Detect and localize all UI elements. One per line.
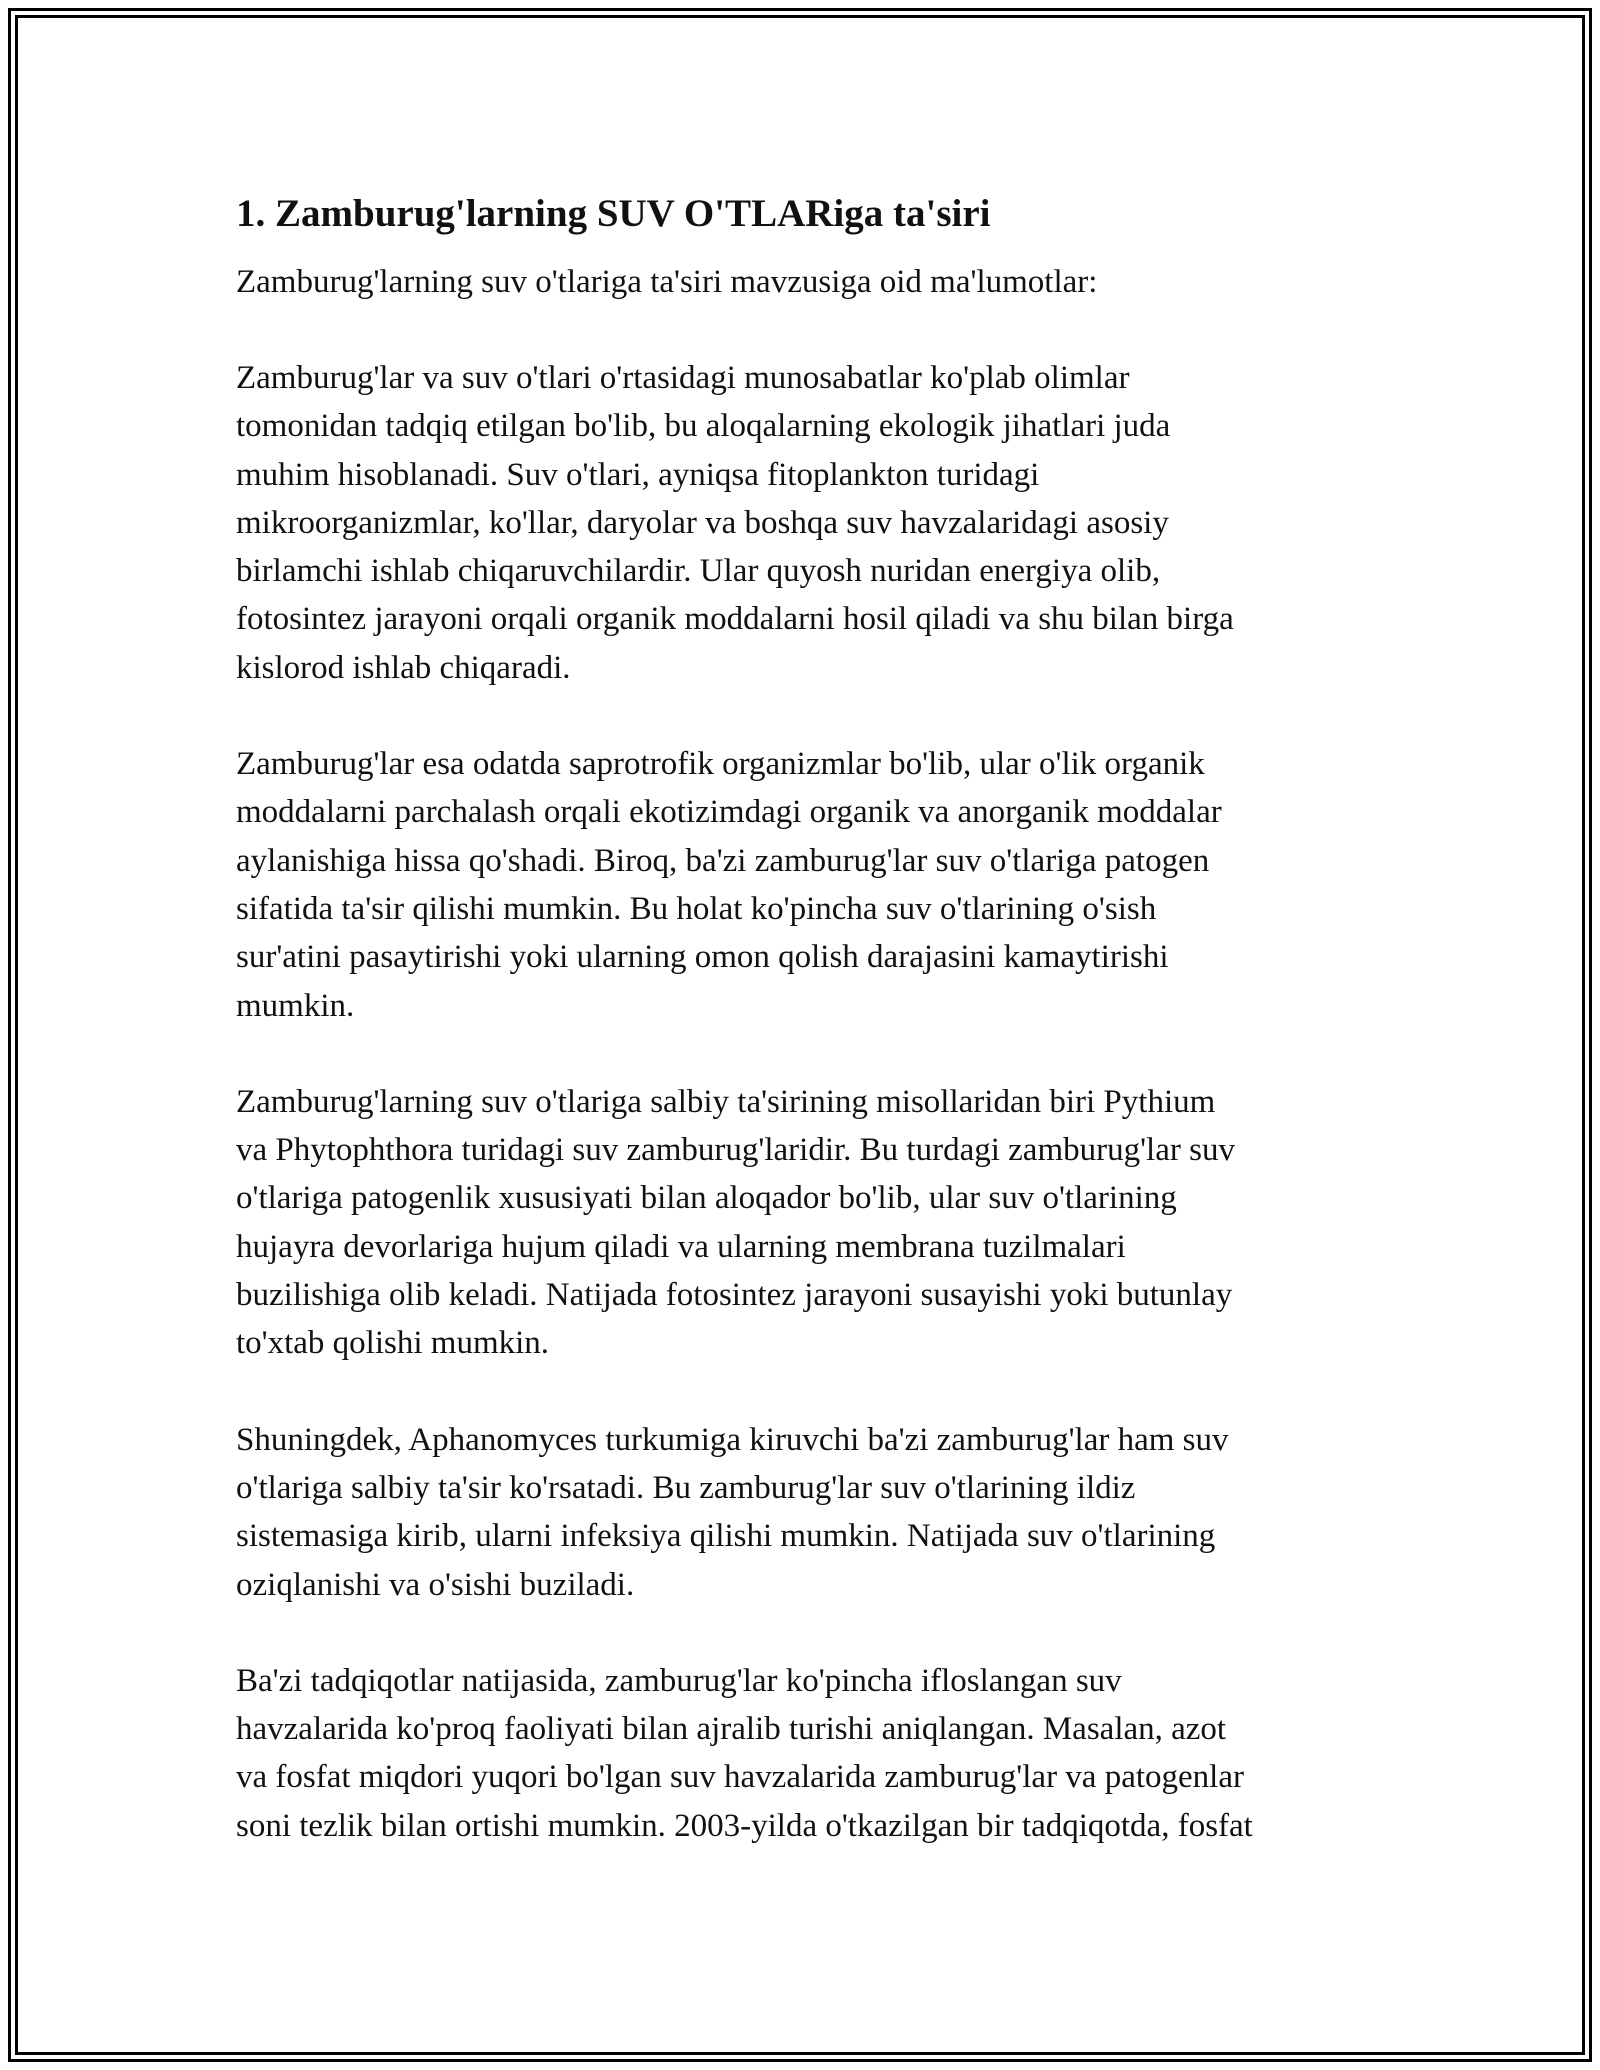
paragraph-line: buzilishiga olib keladi. Natijada fotosintez jarayoni susayishi yoki butunlay [236, 1277, 1233, 1314]
paragraph-line: sur'atini pasaytirishi yoki ularning omon qolish darajasini kamaytirishi [236, 939, 1169, 976]
paragraph-line: fotosintez jarayoni orqali organik moddalarni hosil qiladi va shu bilan birga [236, 601, 1234, 638]
paragraph-line: muhim hisoblanadi. Suv o'tlari, ayniqsa fitoplankton turidagi [236, 456, 1040, 493]
paragraph-1 [236, 354, 1396, 692]
paragraph-line: mikroorganizmlar, ko'llar, daryolar va boshqa suv havzalaridagi asosiy [236, 504, 1169, 541]
paragraph-line: kislorod ishlab chiqaradi. [236, 649, 571, 686]
paragraph-line: va Phytophthora turidagi suv zamburug'laridir. Bu turdagi zamburug'lar suv [236, 1132, 1235, 1169]
paragraph-line: hujayra devorlariga hujum qiladi va ularning membrana tuzilmalari [236, 1228, 1126, 1265]
paragraph-line: tomonidan tadqiq etilgan bo'lib, bu aloqalarning ekologik jihatlari juda [236, 408, 1171, 445]
paragraph-4 [236, 1416, 1396, 1609]
paragraph-line: mumkin. [236, 987, 355, 1024]
paragraph-line: to'xtab qolishi mumkin. [236, 1325, 550, 1362]
paragraph-line: Shuningdek, Aphanomyces turkumiga kiruvchi ba'zi zamburug'lar ham suv [236, 1421, 1229, 1458]
paragraph-3 [236, 1078, 1396, 1368]
paragraph-line: Zamburug'lar va suv o'tlari o'rtasidagi munosabatlar ko'plab olimlar [236, 360, 1130, 396]
intro-text: Zamburug'larning suv o'tlariga ta'siri mavzusiga oid ma'lumotlar: [236, 264, 1098, 300]
paragraph-line: oziqlanishi va o'sishi buziladi. [236, 1566, 635, 1603]
paragraph-2 [236, 740, 1396, 1030]
paragraph-line: birlamchi ishlab chiqaruvchilardir. Ular quyosh nuridan energiya olib, [236, 553, 1161, 590]
paragraph-line: Zamburug'lar esa odatda saprotrofik organizmlar bo'lib, ular o'lik organik [236, 746, 1205, 783]
paragraph-line: Ba'zi tadqiqotlar natijasida, zamburug'lar ko'pincha ifloslangan suv [236, 1662, 1122, 1699]
paragraph-line: aylanishiga hissa qo'shadi. Biroq, ba'zi zamburug'lar suv o'tlariga patogen [236, 842, 1210, 879]
paragraph-line: soni tezlik bilan ortishi mumkin. 2003-yilda o'tkazilgan bir tadqiqotda, fosfat [236, 1807, 1253, 1844]
paragraph-line: sistemasiga kirib, ularni infeksiya qilishi mumkin. Natijada suv o'tlarining [236, 1518, 1216, 1555]
paragraph-line: o'tlariga patogenlik xususiyati bilan aloqador bo'lib, ular suv o'tlarining [236, 1180, 1177, 1217]
document-title: 1. Zamburug'larning SUV O'TLARiga ta'siri [236, 192, 991, 235]
paragraph-line: moddalarni parchalash orqali ekotizimdagi organik va anorganik moddalar [236, 794, 1222, 831]
paragraph-line: sifatida ta'sir qilishi mumkin. Bu holat ko'pincha suv o'tlarining o'sish [236, 890, 1157, 927]
paragraph-5 [236, 1657, 1396, 1850]
document-body [236, 188, 1396, 1898]
paragraph-line: Zamburug'larning suv o'tlariga salbiy ta'sirining misollaridan biri Pythium [236, 1083, 1216, 1120]
paragraph-line: o'tlariga salbiy ta'sir ko'rsatadi. Bu zamburug'lar suv o'tlarining ildiz [236, 1469, 1136, 1506]
paragraph-line: havzalarida ko'proq faoliyati bilan ajralib turishi aniqlangan. Masalan, azot [236, 1711, 1227, 1748]
paragraph-line: va fosfat miqdori yuqori bo'lgan suv havzalarida zamburug'lar va patogenlar [236, 1759, 1244, 1796]
